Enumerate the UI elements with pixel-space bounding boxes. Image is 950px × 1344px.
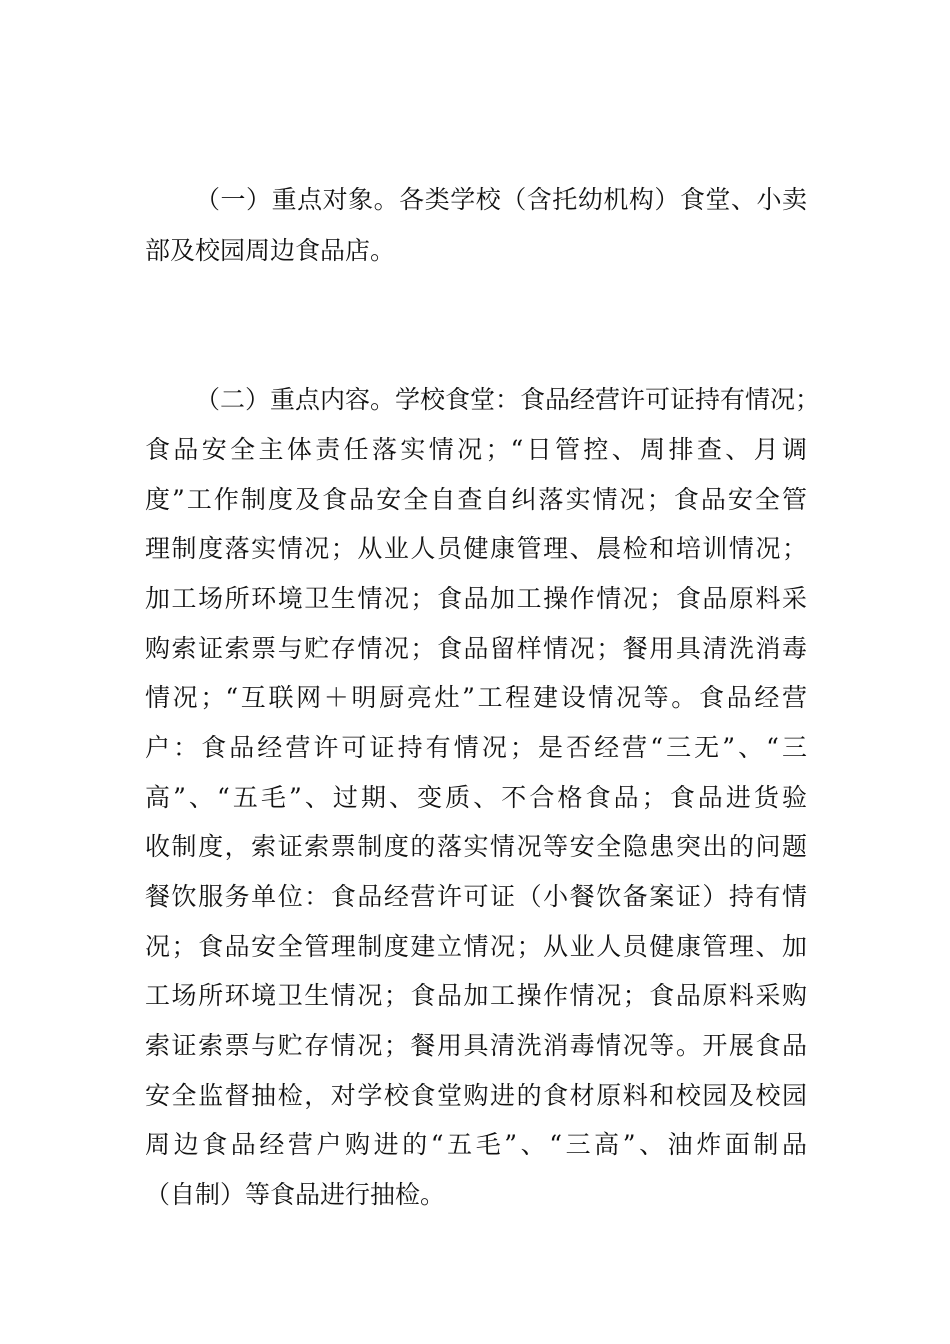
paragraph-line: 周边食品经营户购进的“五毛”、“三高”、油炸面制品: [145, 1130, 807, 1159]
paragraph-line: 高”、“五毛”、过期、变质、不合格食品；食品进货验: [145, 783, 807, 812]
paragraph-line: 索证索票与贮存情况；餐用具清洗消毒情况等。开展食品: [145, 1031, 807, 1060]
paragraph-line: 加工场所环境卫生情况；食品加工操作情况；食品原料采: [145, 584, 807, 613]
paragraph-line: 工场所环境卫生情况；食品加工操作情况；食品原料采购: [145, 981, 807, 1010]
paragraph-line: 食品安全主体责任落实情况；“日管控、周排查、月调: [145, 435, 807, 464]
paragraph-line: （一）重点对象。各类学校（含托幼机构）食堂、小卖: [195, 185, 807, 214]
paragraph-line: 安全监督抽检，对学校食堂购进的食材原料和校园及校园: [145, 1081, 807, 1110]
paragraph-line: 度”工作制度及食品安全自查自纠落实情况；食品安全管: [145, 485, 807, 514]
paragraph-line: （二）重点内容。学校食堂：食品经营许可证持有情况；: [195, 385, 821, 414]
paragraph-line: 部及校园周边食品店。: [145, 236, 396, 265]
paragraph-line: 餐饮服务单位：食品经营许可证（小餐饮备案证）持有情: [145, 882, 807, 911]
paragraph-line: 购索证索票与贮存情况；食品留样情况；餐用具清洗消毒: [145, 634, 807, 663]
paragraph-line: （自制）等食品进行抽检。: [145, 1180, 446, 1209]
paragraph-line: 理制度落实情况；从业人员健康管理、晨检和培训情况；: [145, 534, 807, 563]
paragraph-line: 情况；“互联网＋明厨亮灶”工程建设情况等。食品经营: [145, 683, 807, 712]
paragraph-line: 户：食品经营许可证持有情况；是否经营“三无”、“三: [145, 733, 807, 762]
paragraph-line: 收制度，索证索票制度的落实情况等安全隐患突出的问题: [145, 832, 807, 861]
paragraph-line: 况；食品安全管理制度建立情况；从业人员健康管理、加: [145, 932, 807, 961]
